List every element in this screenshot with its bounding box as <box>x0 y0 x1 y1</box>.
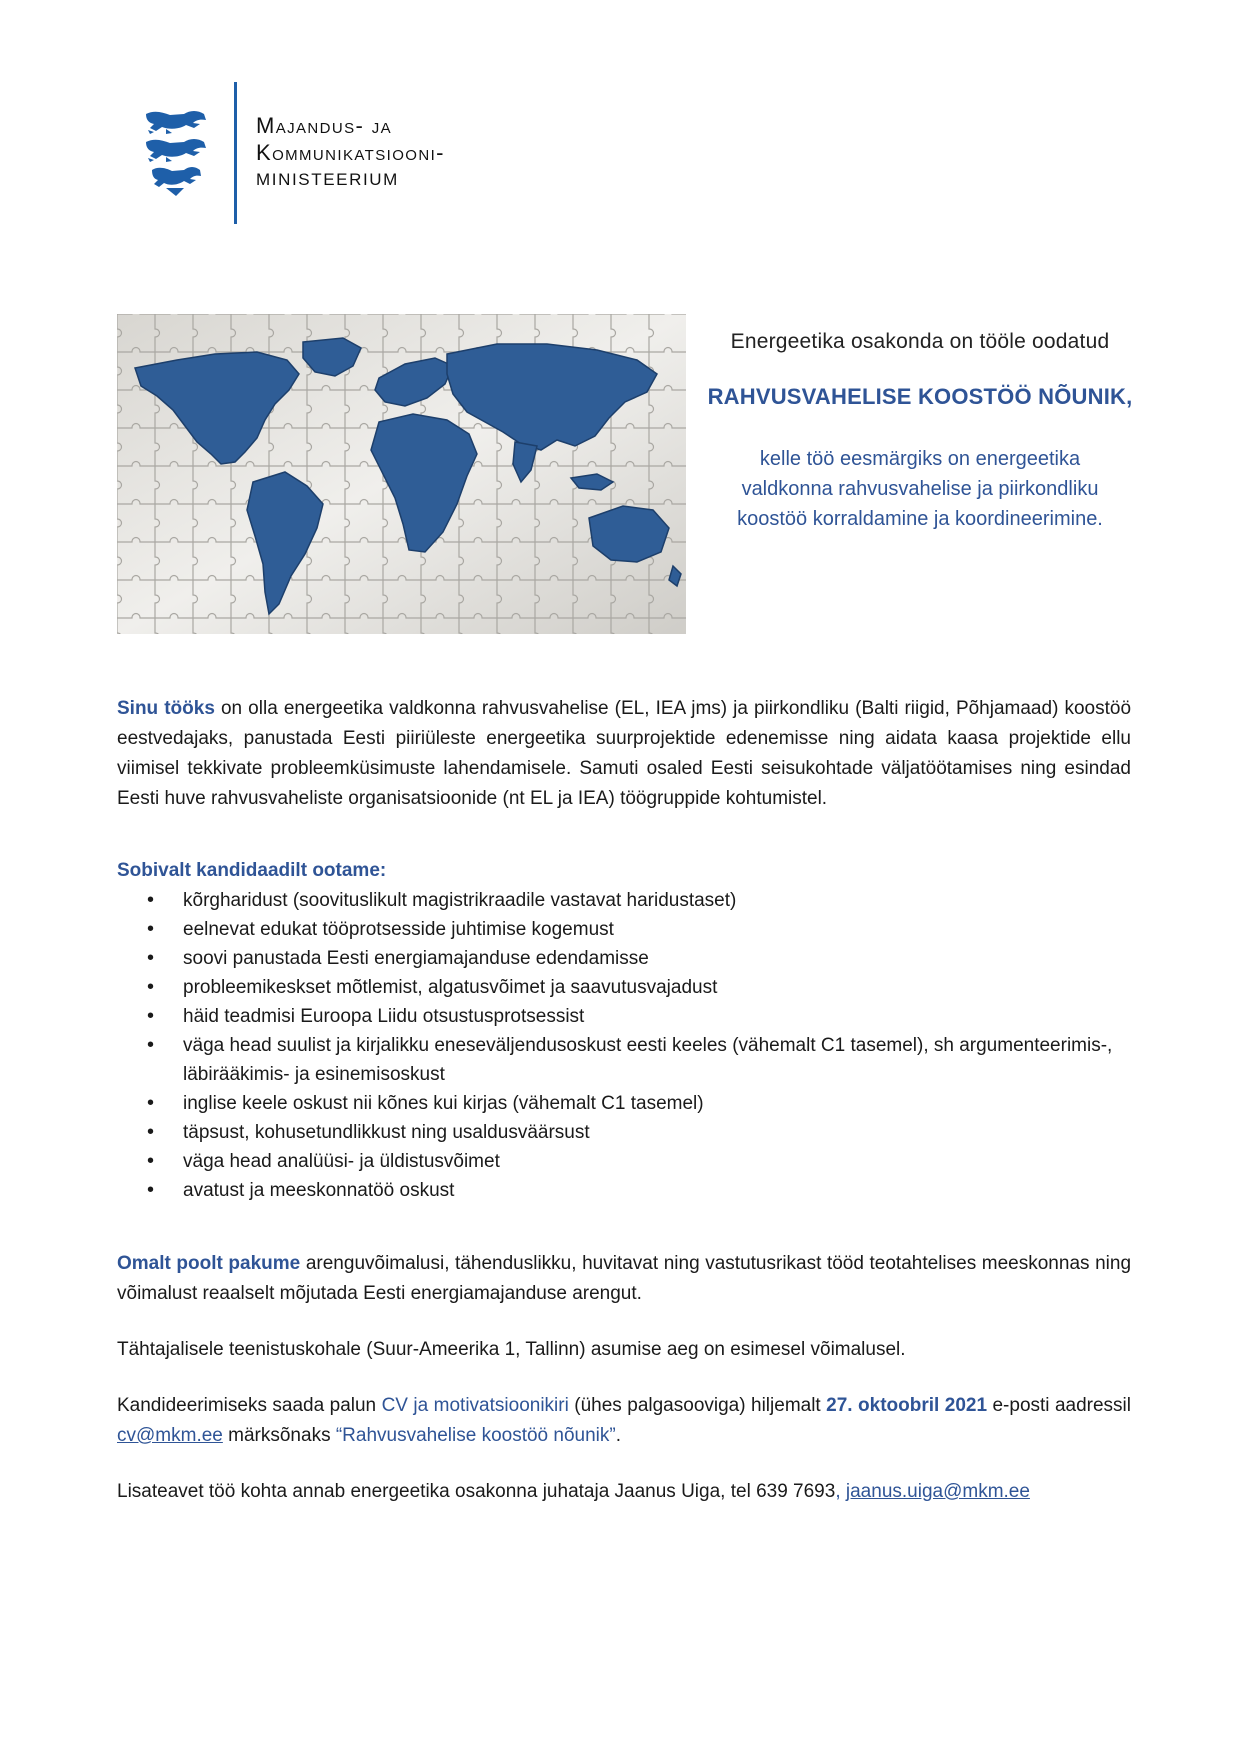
start-paragraph: Tähtajalisele teenistuskohale (Suur-Ameerika 1, Tallinn) asumise aeg on esimesel võimalusel. <box>117 1339 906 1360</box>
coat-of-arms-icon <box>140 106 212 202</box>
contact-paragraph <box>117 1477 1131 1507</box>
requirements-list <box>117 886 1131 1205</box>
contact-text: Lisateavet töö kohta annab energeetika osakonna juhataja Jaanus Uiga, tel 639 7693 <box>117 1481 836 1502</box>
intro-text: Energeetika osakonda on tööle oodatud <box>730 330 1110 353</box>
apply-text: märksõnaks <box>228 1425 331 1446</box>
list-item: • soovi panustada Eesti energiamajanduse edendamisse <box>183 944 1131 973</box>
apply-paragraph <box>117 1391 1131 1451</box>
job-description <box>117 694 1131 1507</box>
list-item: • väga head analüüsi- ja üldistusvõimet <box>183 1147 1131 1176</box>
requirements-heading: Sobivalt kandidaadilt ootame: <box>117 860 387 881</box>
offer-text: arenguvõimalusi, tähenduslikku, huvitavat ning vastutusrikast tööd teotahtelises meeskonnas ning võimalust reaalselt mõjutada Eesti energiamajanduse arengut. <box>117 1253 1132 1304</box>
world-map-puzzle-image <box>117 314 686 634</box>
contact-separator: , <box>835 1481 841 1502</box>
job-lead: Sinu tööks <box>117 698 215 719</box>
list-item: • täpsust, kohusetundlikkust ning usaldusväärsust <box>183 1118 1131 1147</box>
contact-email-link[interactable]: jaanus.uiga@mkm.ee <box>845 1481 1030 1502</box>
purpose-line: kelle töö eesmärgiks on energeetika <box>759 448 1081 470</box>
offer-paragraph <box>117 1249 1131 1309</box>
list-item: • väga head suulist ja kirjalikku eneseväljendusoskust eesti keeles (vähemalt C1 tasemel), sh argumenteerimis-, läbirääkimis- ja esinemisoskust <box>183 1031 1131 1089</box>
position-title: RAHVUSVAHELISE KOOSTÖÖ NÕUNIK, <box>707 384 1133 409</box>
hero-text <box>700 330 1140 534</box>
apply-text: Kandideerimiseks saada palun <box>117 1395 377 1416</box>
list-item: • kõrgharidust (soovituslikult magistrikraadile vastavat haridustaset) <box>183 886 1131 915</box>
ministry-name-line2: Kommunikatsiooni- <box>256 140 445 165</box>
list-item: • häid teadmisi Euroopa Liidu otsustusprotsessist <box>183 1002 1131 1031</box>
apply-deadline: 27. oktoobril 2021 <box>826 1395 988 1416</box>
apply-documents: CV ja motivatsioonikiri <box>381 1395 569 1416</box>
apply-text: . <box>615 1425 622 1446</box>
apply-keyword: “Rahvusvahelise koostöö nõunik” <box>335 1425 616 1446</box>
ministry-name <box>256 112 445 193</box>
list-item: • avatust ja meeskonnatöö oskust <box>183 1176 1131 1205</box>
ministry-name-line1: Majandus- ja <box>256 113 393 138</box>
logo-divider <box>234 82 237 224</box>
list-item: • inglise keele oskust nii kõnes kui kirjas (vähemalt C1 tasemel) <box>183 1089 1131 1118</box>
purpose-line: valdkonna rahvusvahelise ja piirkondliku <box>741 478 1099 500</box>
apply-text: (ühes palgasooviga) hiljemalt <box>574 1395 821 1416</box>
list-item: • probleemikeskset mõtlemist, algatusvõimet ja saavutusvajadust <box>183 973 1131 1002</box>
ministry-name-line3: MINISTEERIUM <box>256 170 399 189</box>
purpose-line: koostöö korraldamine ja koordineerimine. <box>737 508 1103 530</box>
apply-text: e-posti aadressil <box>992 1395 1131 1416</box>
job-paragraph <box>117 694 1131 814</box>
apply-email-link[interactable]: cv@mkm.ee <box>117 1425 223 1446</box>
offer-lead: Omalt poolt pakume <box>117 1253 301 1274</box>
job-text: on olla energeetika valdkonna rahvusvahelise (EL, IEA jms) ja piirkondliku (Balti riigid, Põhjamaad) koostöö eestvedajaks, panustada Eesti piiriüleste energeetika suurprojektide edenemisse ning aidata kaasa projektide ellu viimisel tekkivate probleemküsimuste lahendamisele. Samuti osaled Eesti seisukohtade väljatöötamises ning esindad Eesti huve rahvusvaheliste organisatsioonide (nt EL ja IEA) töögruppide kohtumistel. <box>117 698 1132 809</box>
purpose-text <box>700 444 1140 534</box>
list-item: • eelnevat edukat tööprotsesside juhtimise kogemust <box>183 915 1131 944</box>
